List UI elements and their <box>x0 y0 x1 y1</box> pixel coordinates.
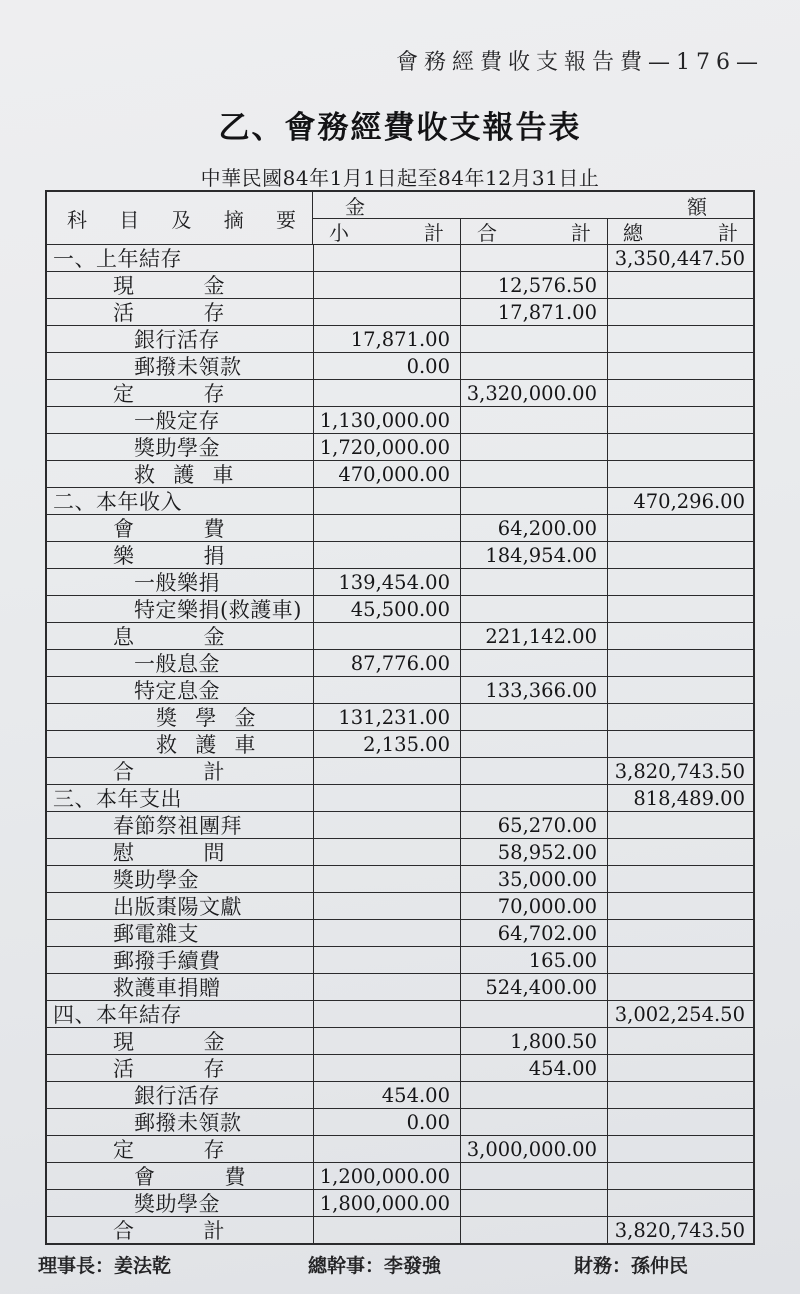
cell-subject <box>47 1190 313 1216</box>
cell-subtotal <box>313 812 460 838</box>
cell-grand-total <box>607 1028 753 1054</box>
row-label: 一、上年結存 <box>53 247 182 271</box>
cell-grand-total: 3,820,743.50 <box>607 1217 753 1243</box>
table-row <box>47 811 753 838</box>
cell-subject <box>47 461 313 487</box>
row-label: 二、本年收入 <box>53 490 182 514</box>
signature-chairman: 理事長：姜法乾 <box>38 1255 172 1277</box>
cell-subtotal <box>313 272 460 298</box>
table-row <box>47 1135 753 1162</box>
page-title: 乙、會務經費收支報告表 <box>218 110 582 146</box>
cell-total <box>460 1163 607 1189</box>
cell-subtotal <box>313 947 460 973</box>
cell-subject <box>47 353 313 379</box>
cell-subject <box>47 407 313 433</box>
table-row <box>47 1216 753 1243</box>
row-label: 定 存 <box>113 382 225 406</box>
cell-subtotal: 45,500.00 <box>313 596 460 622</box>
cell-subtotal <box>313 1028 460 1054</box>
row-label: 現 金 <box>113 1030 225 1054</box>
table-row <box>47 433 753 460</box>
cell-grand-total <box>607 1163 753 1189</box>
table-row <box>47 622 753 649</box>
row-label: 獎 學 金 <box>156 706 256 730</box>
cell-subtotal <box>313 866 460 892</box>
running-header: 會務經費收支報告費—176— <box>396 50 764 75</box>
cell-total <box>460 245 607 271</box>
cell-subject <box>47 947 313 973</box>
column-header-total: 合 計 <box>460 218 607 244</box>
cell-subtotal: 0.00 <box>313 353 460 379</box>
cell-subtotal <box>313 515 460 541</box>
cell-total <box>460 704 607 730</box>
table-row <box>47 1054 753 1081</box>
cell-subtotal: 131,231.00 <box>313 704 460 730</box>
cell-total: 1,800.50 <box>460 1028 607 1054</box>
cell-subtotal <box>313 299 460 325</box>
table-row <box>47 757 753 784</box>
table-row <box>47 676 753 703</box>
table-row <box>47 919 753 946</box>
cell-total <box>460 353 607 379</box>
cell-subtotal: 454.00 <box>313 1082 460 1108</box>
row-label: 郵撥未領款 <box>134 355 242 379</box>
cell-subject <box>47 1001 313 1027</box>
cell-subject <box>47 731 313 757</box>
cell-subtotal <box>313 758 460 784</box>
cell-grand-total: 818,489.00 <box>607 785 753 811</box>
row-label: 獎助學金 <box>134 1192 220 1216</box>
table-row <box>47 406 753 433</box>
table-row <box>47 325 753 352</box>
cell-grand-total <box>607 353 753 379</box>
cell-grand-total <box>607 920 753 946</box>
cell-grand-total: 470,296.00 <box>607 488 753 514</box>
cell-grand-total <box>607 650 753 676</box>
cell-subtotal <box>313 1136 460 1162</box>
row-label: 出版棗陽文獻 <box>113 895 242 919</box>
table-row <box>47 379 753 406</box>
table-row <box>47 865 753 892</box>
cell-subject <box>47 677 313 703</box>
cell-grand-total <box>607 1055 753 1081</box>
row-label: 銀行活存 <box>134 1084 220 1108</box>
cell-subtotal: 0.00 <box>313 1109 460 1135</box>
cell-total: 524,400.00 <box>460 974 607 1000</box>
cell-subtotal: 1,200,000.00 <box>313 1163 460 1189</box>
cell-total <box>460 1001 607 1027</box>
cell-subject <box>47 542 313 568</box>
signature-secretary-general: 總幹事：李發強 <box>308 1255 442 1277</box>
cell-subject <box>47 515 313 541</box>
cell-total: 454.00 <box>460 1055 607 1081</box>
cell-subject <box>47 1136 313 1162</box>
table-row <box>47 946 753 973</box>
cell-total <box>460 569 607 595</box>
cell-subtotal <box>313 920 460 946</box>
table-row <box>47 730 753 757</box>
row-label: 合 計 <box>113 760 225 784</box>
cell-subtotal <box>313 893 460 919</box>
cell-grand-total <box>607 1190 753 1216</box>
cell-subject <box>47 650 313 676</box>
cell-grand-total <box>607 893 753 919</box>
row-label: 特定樂捐(救護車) <box>134 598 302 622</box>
row-label: 銀行活存 <box>134 328 220 352</box>
cell-total <box>460 1109 607 1135</box>
row-label: 特定息金 <box>134 679 220 703</box>
cell-subtotal <box>313 839 460 865</box>
cell-total: 65,270.00 <box>460 812 607 838</box>
cell-total <box>460 407 607 433</box>
cell-grand-total <box>607 839 753 865</box>
cell-subtotal <box>313 623 460 649</box>
table-row <box>47 1189 753 1216</box>
cell-subject <box>47 785 313 811</box>
row-label: 救 護 車 <box>156 733 256 757</box>
cell-grand-total <box>607 299 753 325</box>
cell-subject <box>47 272 313 298</box>
cell-subject <box>47 866 313 892</box>
cell-total <box>460 1082 607 1108</box>
cell-subtotal <box>313 380 460 406</box>
column-header-amount-group: 金 額 <box>345 194 707 219</box>
table-header <box>47 192 753 244</box>
table-row <box>47 892 753 919</box>
row-label: 一般息金 <box>134 652 220 676</box>
cell-subtotal <box>313 245 460 271</box>
table-row <box>47 1000 753 1027</box>
cell-subtotal <box>313 1217 460 1243</box>
cell-total <box>460 731 607 757</box>
cell-grand-total: 3,350,447.50 <box>607 245 753 271</box>
row-label: 會 費 <box>134 1165 246 1189</box>
table-row <box>47 460 753 487</box>
row-label: 三、本年支出 <box>53 787 182 811</box>
table-body <box>47 244 753 1243</box>
cell-subject <box>47 434 313 460</box>
table-row <box>47 1081 753 1108</box>
cell-total: 58,952.00 <box>460 839 607 865</box>
row-label: 活 存 <box>113 1057 225 1081</box>
cell-subtotal: 2,135.00 <box>313 731 460 757</box>
cell-subtotal <box>313 542 460 568</box>
cell-subtotal: 470,000.00 <box>313 461 460 487</box>
row-label: 救護車捐贈 <box>113 976 221 1000</box>
table-row <box>47 649 753 676</box>
cell-grand-total <box>607 461 753 487</box>
cell-total: 3,320,000.00 <box>460 380 607 406</box>
cell-grand-total <box>607 731 753 757</box>
cell-total: 70,000.00 <box>460 893 607 919</box>
cell-total <box>460 488 607 514</box>
cell-subtotal: 139,454.00 <box>313 569 460 595</box>
column-header-grand-total: 總 計 <box>607 218 753 244</box>
cell-grand-total <box>607 947 753 973</box>
cell-total: 64,200.00 <box>460 515 607 541</box>
cell-subtotal <box>313 1055 460 1081</box>
cell-grand-total <box>607 812 753 838</box>
row-label: 息 金 <box>113 625 225 649</box>
cell-subject <box>47 1217 313 1243</box>
cell-subtotal <box>313 1001 460 1027</box>
table-row <box>47 1027 753 1054</box>
cell-subject <box>47 488 313 514</box>
cell-grand-total <box>607 434 753 460</box>
row-label: 合 計 <box>113 1219 225 1243</box>
cell-subject <box>47 1082 313 1108</box>
table-row <box>47 352 753 379</box>
cell-grand-total <box>607 515 753 541</box>
row-label: 樂 捐 <box>113 544 225 568</box>
table-row <box>47 1162 753 1189</box>
cell-total: 133,366.00 <box>460 677 607 703</box>
row-label: 郵電雜支 <box>113 922 199 946</box>
table-row <box>47 244 753 271</box>
cell-subject <box>47 974 313 1000</box>
cell-subject <box>47 1163 313 1189</box>
cell-total: 17,871.00 <box>460 299 607 325</box>
cell-grand-total <box>607 866 753 892</box>
row-label: 獎助學金 <box>113 868 199 892</box>
table-row <box>47 271 753 298</box>
row-label: 春節祭祖團拜 <box>113 814 242 838</box>
table-row <box>47 541 753 568</box>
cell-grand-total <box>607 542 753 568</box>
cell-grand-total <box>607 596 753 622</box>
cell-total <box>460 326 607 352</box>
cell-grand-total <box>607 1109 753 1135</box>
cell-grand-total: 3,002,254.50 <box>607 1001 753 1027</box>
cell-subject <box>47 920 313 946</box>
cell-subject <box>47 596 313 622</box>
cell-grand-total <box>607 407 753 433</box>
cell-grand-total <box>607 380 753 406</box>
cell-total <box>460 785 607 811</box>
table-row <box>47 514 753 541</box>
cell-total <box>460 434 607 460</box>
cell-grand-total <box>607 272 753 298</box>
cell-total: 221,142.00 <box>460 623 607 649</box>
table-row <box>47 595 753 622</box>
table-row <box>47 784 753 811</box>
cell-grand-total <box>607 974 753 1000</box>
report-table <box>45 190 755 1245</box>
cell-grand-total <box>607 704 753 730</box>
cell-subject <box>47 893 313 919</box>
cell-grand-total <box>607 1136 753 1162</box>
cell-subject <box>47 623 313 649</box>
row-label: 郵撥未領款 <box>134 1111 242 1135</box>
cell-total: 35,000.00 <box>460 866 607 892</box>
table-row <box>47 973 753 1000</box>
cell-total <box>460 461 607 487</box>
table-row <box>47 838 753 865</box>
table-row <box>47 1108 753 1135</box>
cell-subtotal: 1,130,000.00 <box>313 407 460 433</box>
cell-total: 12,576.50 <box>460 272 607 298</box>
row-label: 獎助學金 <box>134 436 220 460</box>
cell-subtotal <box>313 677 460 703</box>
cell-subject <box>47 812 313 838</box>
cell-total <box>460 596 607 622</box>
cell-subject <box>47 326 313 352</box>
cell-subtotal <box>313 974 460 1000</box>
cell-subtotal: 87,776.00 <box>313 650 460 676</box>
cell-total <box>460 1217 607 1243</box>
cell-total: 184,954.00 <box>460 542 607 568</box>
cell-grand-total <box>607 677 753 703</box>
signature-treasurer: 財務：孫仲民 <box>574 1255 689 1277</box>
cell-grand-total <box>607 623 753 649</box>
cell-subject <box>47 839 313 865</box>
cell-total: 3,000,000.00 <box>460 1136 607 1162</box>
cell-total <box>460 650 607 676</box>
cell-subtotal: 17,871.00 <box>313 326 460 352</box>
cell-subject <box>47 245 313 271</box>
row-label: 活 存 <box>113 301 225 325</box>
cell-subtotal: 1,800,000.00 <box>313 1190 460 1216</box>
cell-subject <box>47 1055 313 1081</box>
cell-subtotal <box>313 488 460 514</box>
table-row <box>47 568 753 595</box>
row-label: 現 金 <box>113 274 225 298</box>
cell-total <box>460 1190 607 1216</box>
column-header-subtotal: 小 計 <box>313 218 460 244</box>
row-label: 慰 問 <box>113 841 225 865</box>
table-row <box>47 298 753 325</box>
table-row <box>47 487 753 514</box>
cell-grand-total <box>607 569 753 595</box>
cell-subject <box>47 380 313 406</box>
table-row <box>47 703 753 730</box>
cell-subject <box>47 299 313 325</box>
report-period: 中華民國84年1月1日起至84年12月31日止 <box>200 166 600 190</box>
column-header-subject: 科 目 及 摘 要 <box>47 192 313 244</box>
cell-subject <box>47 1109 313 1135</box>
cell-total <box>460 758 607 784</box>
cell-total: 64,702.00 <box>460 920 607 946</box>
cell-grand-total <box>607 1082 753 1108</box>
cell-subject <box>47 704 313 730</box>
cell-subtotal: 1,720,000.00 <box>313 434 460 460</box>
cell-total: 165.00 <box>460 947 607 973</box>
row-label: 會 費 <box>113 517 225 541</box>
cell-subtotal <box>313 785 460 811</box>
row-label: 郵撥手續費 <box>113 949 221 973</box>
cell-grand-total <box>607 326 753 352</box>
cell-subject <box>47 569 313 595</box>
row-label: 救 護 車 <box>134 463 234 487</box>
row-label: 一般定存 <box>134 409 220 433</box>
row-label: 定 存 <box>113 1138 225 1162</box>
row-label: 一般樂捐 <box>134 571 220 595</box>
signature-row <box>0 1251 800 1281</box>
row-label: 四、本年結存 <box>53 1003 182 1027</box>
cell-grand-total: 3,820,743.50 <box>607 758 753 784</box>
cell-subject <box>47 758 313 784</box>
cell-subject <box>47 1028 313 1054</box>
